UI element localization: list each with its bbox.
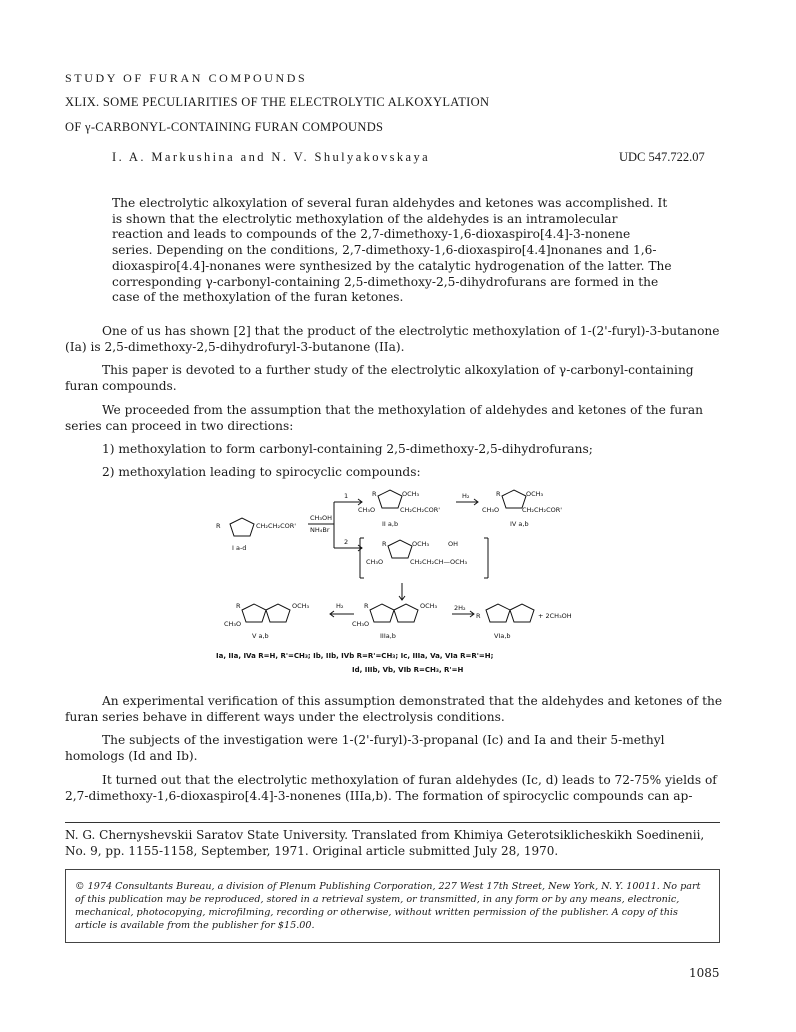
int-och3: OCH₃ [412, 540, 430, 548]
footnote-divider [65, 822, 720, 823]
paragraph-5: The subjects of the investigation were 1-(2'-furyl)-3-propanal (Ic) and Ia and their 5-methyl homologs (Id and Ib). [65, 733, 665, 763]
footnote: N. G. Chernyshevskii Saratov State University. Translated from Khimiya Geterotsiklicheskikh Soedinenii, No. 9, pp. 1155-1158, September, 1971. Original article submitted July 28, 1970. [65, 828, 705, 858]
dihydrofuran-ring-II [378, 490, 402, 508]
paragraph-3: We proceeded from the assumption that the methoxylation of aldehydes and ketones of the furan series can proceed in two directions: [65, 403, 704, 433]
scheme-legend-1: Ia, IIa, IVa R=H, R'=CH₃; Ib, IIb, IVb R=R'=CH₃; Ic, IIIa, Va, VIa R=R'=H; [216, 652, 494, 660]
list-item-1: 1) methoxylation to form carbonyl-containing 2,5-dimethoxy-2,5-dihydrofurans; [102, 442, 593, 456]
reagent-bottom: NH₄Br [310, 526, 330, 534]
path-1-label: 1 [344, 492, 349, 500]
reagent-top: CH₃OH [310, 514, 333, 522]
copyright-text: © 1974 Consultants Bureau, a division of Plenum Publishing Corporation, 227 West 17th Street, New York, N. Y. 10011. No part of this publication may be reproduced, stored in a retrieval system, or transmitted, in any form or by any means, electronic, mechanical, photocopying, microfilming, recording or otherwise, without written permission of the publisher. A copy of this article is available from the publisher for $15.00. [75, 881, 701, 931]
iv-r: R [496, 490, 501, 498]
iii-och3: OCH₃ [420, 602, 438, 610]
paragraph-4: An experimental verification of this assumption demonstrated that the aldehydes and ketones of the furan series behave in different ways under the electrolysis conditions. [65, 694, 723, 724]
spiro-ring-III-b [394, 604, 418, 622]
ii-ch3o: CH₃O [358, 506, 376, 514]
paragraph-2: This paper is devoted to a further study of the electrolytic alkoxylation of γ-carbonyl-containing furan compounds. [65, 363, 694, 393]
h2-bottom: H₂ [336, 602, 344, 610]
reaction-scheme [212, 488, 592, 678]
iii-ch3o: CH₃O [352, 620, 370, 628]
label-III: IIIa,b [380, 632, 396, 640]
spiro-ring-V-a [242, 604, 266, 622]
label-VI: VIa,b [494, 632, 511, 640]
ii-r: R [372, 490, 377, 498]
label-V: V a,b [252, 632, 269, 640]
spiro-ring-III-a [370, 604, 394, 622]
page-number: 1085 [689, 966, 720, 980]
iii-r: R [364, 602, 369, 610]
list-item-2: 2) methoxylation leading to spirocyclic compounds: [102, 465, 421, 479]
iv-ch3o: CH₃O [482, 506, 500, 514]
spiro-ring-V-b [266, 604, 290, 622]
iv-och3: OCH₃ [526, 490, 544, 498]
scheme-legend-2: Id, IIIb, Vb, VIb R=CH₃, R'=H [352, 666, 464, 674]
spiro-ring-VI-a [486, 604, 510, 622]
article-title-line2: OF γ-CARBONYL-CONTAINING FURAN COMPOUNDS [65, 120, 384, 134]
path-2-label: 2 [344, 538, 349, 546]
vi-r: R [476, 612, 481, 620]
ii-chain: CH₂CH₂COR' [400, 506, 441, 514]
paragraph-1: One of us has shown [2] that the product of the electrolytic methoxylation of 1-(2'-furyl)-3-butanone (Ia) is 2,5-dimethoxy-2,5-dihydrofuryl-3-butanone (IIa). [65, 324, 720, 354]
int-chain: CH₂CH₂CH—OCH₃ [410, 558, 468, 566]
int-oh: OH [448, 540, 459, 548]
reactant-chain: CH₂CH₂COR' [256, 522, 297, 530]
v-r: R [236, 602, 241, 610]
series-title: STUDY OF FURAN COMPOUNDS [65, 71, 308, 85]
furan-ring-reactant [230, 518, 254, 536]
spiro-ring-VI-b [510, 604, 534, 622]
iv-chain: CH₂CH₂COR' [522, 506, 563, 514]
label-IV: IV a,b [510, 520, 529, 528]
int-r: R [382, 540, 387, 548]
v-ch3o: CH₃O [224, 620, 242, 628]
methanol: + 2CH₃OH [538, 612, 572, 620]
udc-code: UDC 547.722.07 [619, 150, 705, 164]
v-och3: OCH₃ [292, 602, 310, 610]
paragraph-6: It turned out that the electrolytic methoxylation of furan aldehydes (Ic, d) leads to 72-75% yields of 2,7-dimethoxy-1,6-dioxaspiro[4.4]-3-nonenes (IIIa,b). The formation of spirocyclic compounds can ap- [65, 773, 717, 803]
h2-top: H₂ [462, 492, 470, 500]
h2-2: 2H₂ [454, 604, 466, 612]
authors: I. A. Markushina and N. V. Shulyakovskaya [112, 150, 431, 164]
article-title-line1: XLIX. SOME PECULIARITIES OF THE ELECTROLYTIC ALKOXYLATION [65, 95, 490, 109]
dihydrofuran-ring-intermediate [388, 540, 412, 558]
int-ch3o: CH₃O [366, 558, 384, 566]
label-II: II a,b [382, 520, 399, 528]
reactant-label: I a-d [232, 544, 247, 552]
abstract: The electrolytic alkoxylation of several furan aldehydes and ketones was accomplished. It is shown that the electrolytic methoxylation of the aldehydes is an intramolecular reaction and leads to compounds of the 2,7-dimethoxy-1,6-dioxaspiro[4.4]-3-nonene series. Depending on the conditions, 2,7-dimethoxy-1,6-dioxaspiro[4.4]nonanes and 1,6-dioxaspiro[4.4]-nonanes were synthesized by the catalytic hydrogenation of the latter. The corresponding γ-carbonyl-containing 2,5-dimethoxy-2,5-dihydrofurans are formed in the case of the methoxylation of the furan ketones. [112, 196, 672, 305]
ii-och3: OCH₃ [402, 490, 420, 498]
scheme-r: R [216, 522, 221, 530]
